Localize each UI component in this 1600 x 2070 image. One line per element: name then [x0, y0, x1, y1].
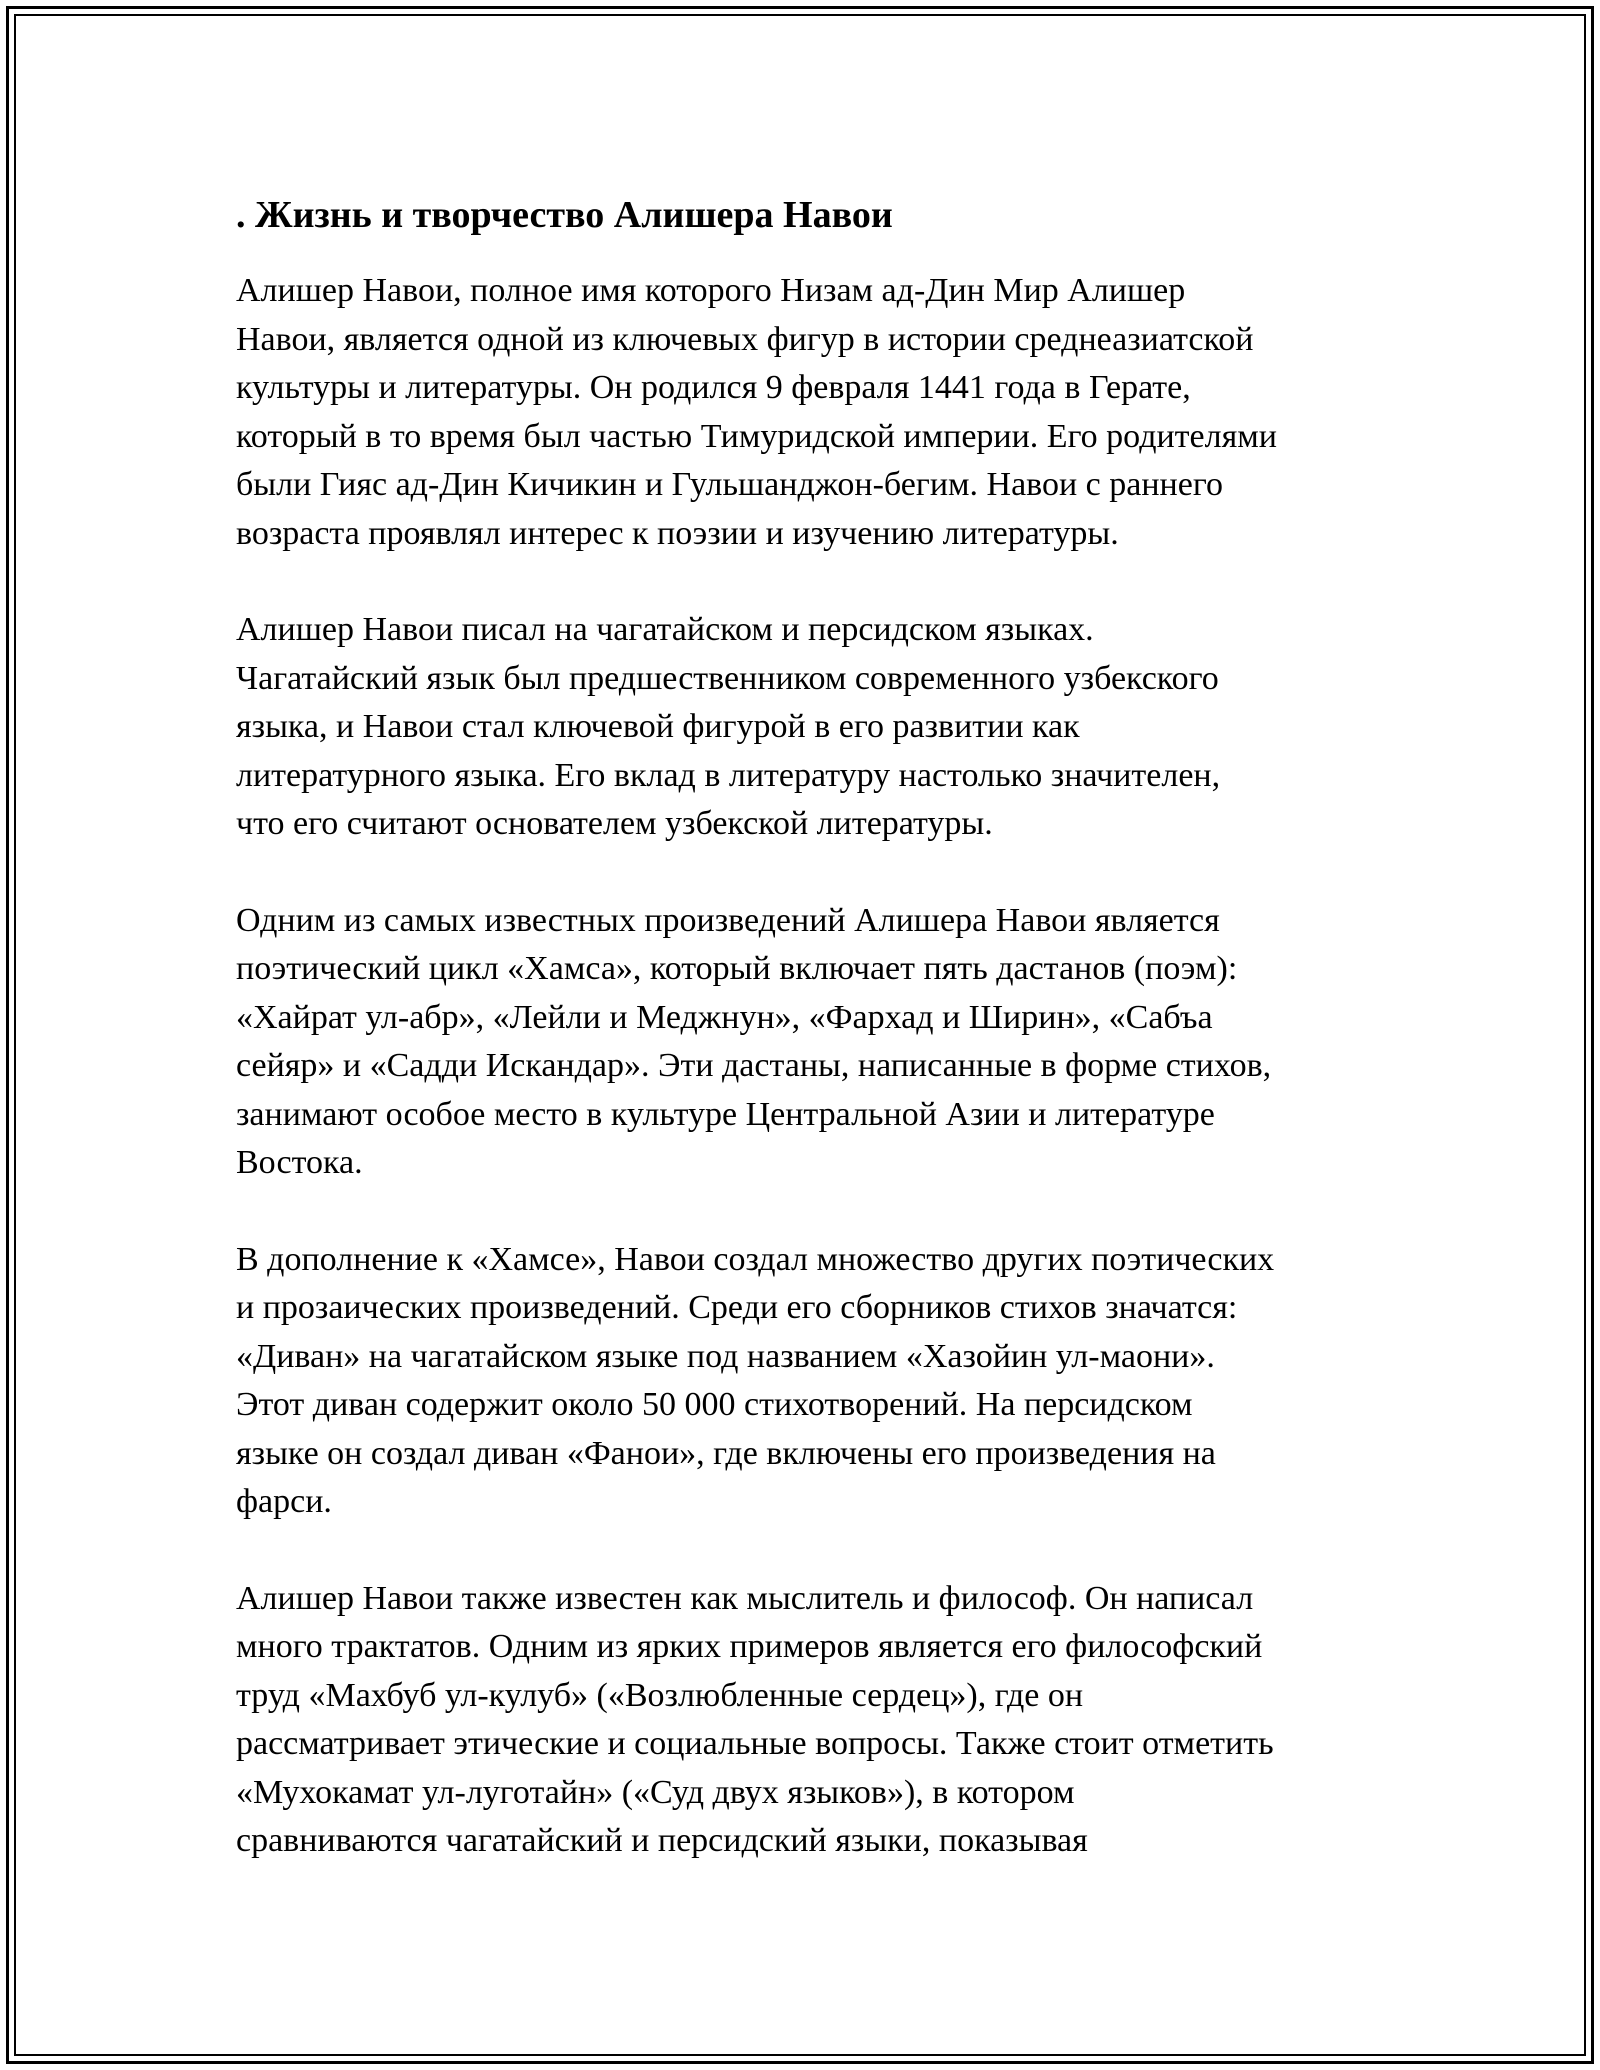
document-body [236, 185, 1396, 1914]
document-title: . Жизнь и творчество Алишера Навои [236, 194, 893, 236]
paragraph-philosophy: Алишер Навои также известен как мыслитель и философ. Он написал много трактатов. Одним из ярких примеров является его философский труд «Махбуб ул-кулуб» («Возлюбленные сердец»), где он рассматривает этические и социальные вопросы. Также стоит отметить «Мухокамат ул-луготайн» («Суд двух языков»), в котором сравниваются чагатайский и персидский языки, показывая [236, 1579, 1274, 1859]
paragraph-khamsa: Одним из самых известных произведений Алишера Навои является поэтический цикл «Хамса», который включает пять дастанов (поэм): «Хайрат ул-абр», «Лейли и Меджнун», «Фархад и Ширин», «Сабъа сейяр» и «Садди Искандар». Эти дастаны, написанные в форме стихов, занимают особое место в культуре Центральной Азии и литературе Востока. [236, 901, 1272, 1181]
paragraph-languages: Алишер Навои писал на чагатайском и персидском языках. Чагатайский язык был предшественником современного узбекского языка, и Навои стал ключевой фигурой в его развитии как литературного языка. Его вклад в литературу настолько значителен, что его считают основателем узбекской литературы. [236, 611, 1221, 842]
paragraph-other-works: В дополнение к «Хамсе», Навои создал множество других поэтических и прозаических произведений. Среди его сборников стихов значатся: «Диван» на чагатайском языке под названием «Хазойин ул-маони». Этот диван содержит около 50 000 стихотворений. На персидском языке он создал диван «Фанои», где включены его произведения на фарси. [236, 1240, 1275, 1520]
paragraph-biography: Алишер Навои, полное имя которого Низам ад-Дин Мир Алишер Навои, является одной из ключевых фигур в истории среднеазиатской культуры и литературы. Он родился 9 февраля 1441 года в Герате, который в то время был частью Тимуридской империи. Его родителями были Гияс ад-Дин Кичикин и Гульшанджон-бегим. Навои с раннего возраста проявлял интерес к поэзии и изучению литературы. [236, 272, 1277, 552]
